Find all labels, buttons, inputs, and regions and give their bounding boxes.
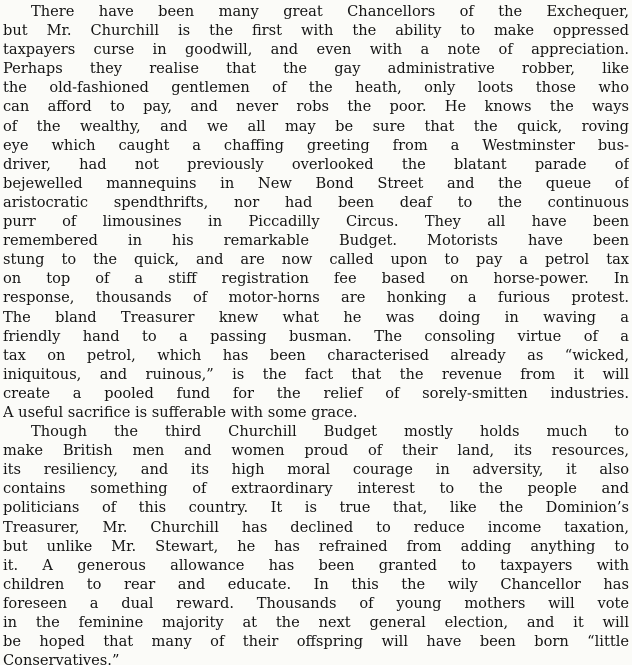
text-line: There have been many great Chancellors of the Exchequer, (31, 3, 629, 20)
text-line: can afford to pay, and never robs the poor. He knows the ways (3, 98, 629, 116)
text-line: of the wealthy, and we all may be sure that the quick, roving (3, 117, 629, 135)
paragraph-2 (3, 422, 629, 670)
text-line: the old-fashioned gentlemen of the heath, only loots those who (3, 79, 629, 97)
text-line: create a pooled fund for the relief of sorely-smitten industries. (3, 384, 629, 402)
text-line: contains something of extraordinary interest to the people and (3, 480, 629, 498)
text-line: Conservatives.” (3, 652, 120, 670)
text-line: politicians of this country. It is true that, like the Dominion’s (3, 499, 629, 517)
text-line: make British men and women proud of their land, its resources, (3, 442, 629, 460)
text-line: on top of a stiff registration fee based on horse-power. In (3, 270, 629, 288)
text-line: but unlike Mr. Stewart, he has refrained from adding anything to (3, 537, 629, 555)
text-line: eye which caught a chaffing greeting from a Westminster bus- (3, 136, 629, 154)
text-line: Perhaps they realise that the gay administrative robber, like (3, 60, 629, 78)
text-line: bejewelled mannequins in New Bond Street and the queue of (3, 174, 629, 192)
text-line: purr of limousines in Piccadilly Circus. They all have been (3, 213, 629, 231)
text-line: response, thousands of motor-horns are honking a furious protest. (3, 289, 629, 307)
text-line: foreseen a dual reward. Thousands of young mothers will vote (3, 594, 629, 612)
text-line: it. A generous allowance has been granted to taxpayers with (3, 556, 629, 574)
article-text-column (3, 2, 629, 670)
text-line: iniquitous, and ruinous,” is the fact that the revenue from it will (3, 365, 629, 383)
text-line: but Mr. Churchill is the first with the ability to make oppressed (3, 22, 629, 40)
text-line: A useful sacrifice is sufferable with some grace. (3, 403, 358, 421)
text-line: children to rear and educate. In this the wily Chancellor has (3, 575, 629, 593)
text-line: The bland Treasurer knew what he was doing in waving a (3, 308, 629, 326)
text-line: Treasurer, Mr. Churchill has declined to reduce income taxation, (3, 518, 629, 536)
text-line: in the feminine majority at the next general election, and it will (3, 614, 629, 631)
text-line: remembered in his remarkable Budget. Motorists have been (3, 232, 629, 250)
text-line: stung to the quick, and are now called upon to pay a petrol tax (3, 251, 629, 269)
text-line: driver, had not previously overlooked the blatant parade of (3, 155, 629, 173)
text-line: tax on petrol, which has been characterised already as “wicked, (3, 346, 629, 364)
paragraph-1 (3, 2, 629, 422)
text-line: be hoped that many of their offspring will have been born “little (3, 633, 629, 651)
text-line: friendly hand to a passing busman. The consoling virtue of a (3, 327, 629, 345)
text-line: aristocratic spendthrifts, nor had been deaf to the continuous (3, 193, 629, 211)
text-line: taxpayers curse in goodwill, and even with a note of appreciation. (3, 41, 629, 59)
text-line: its resiliency, and its high moral courage in adversity, it also (3, 461, 629, 479)
text-line: Though the third Churchill Budget mostly holds much to (31, 423, 629, 441)
